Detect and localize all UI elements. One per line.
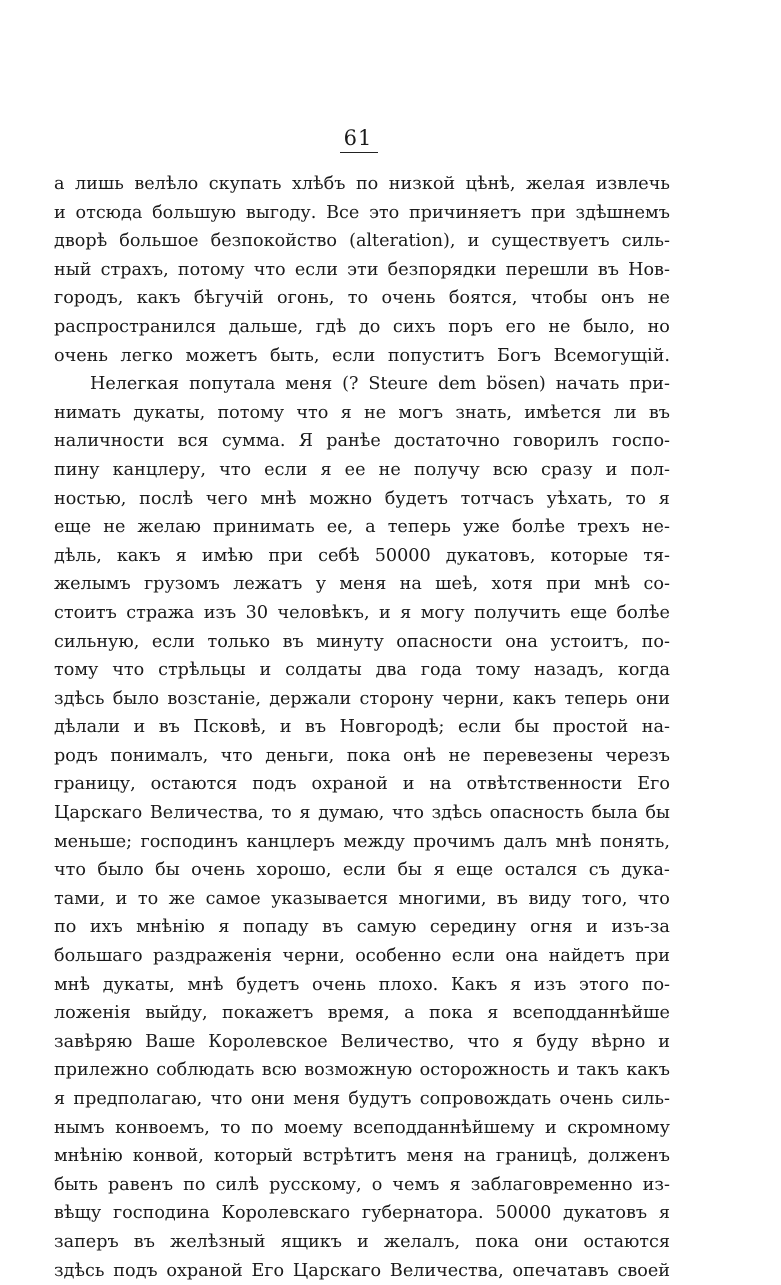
text-line: нымъ конвоемъ, то по моему всеподданнѣйшему и скромному	[54, 1117, 670, 1138]
text-line: что было бы очень хорошо, если бы я еще остался съ дука-	[54, 860, 670, 881]
text-line: прилежно соблюдать всю возможную осторожность и такъ какъ	[54, 1060, 670, 1081]
text-line: очень легко можетъ быть, если попуститъ Богъ Всемогущій.	[54, 345, 670, 366]
text-line: вѣщу господина Королевскаго губернатора. 50000 дукатовъ я	[54, 1203, 670, 1224]
text-line: дворѣ большое безпокойство (alteration), и существуетъ силь-	[54, 231, 670, 252]
text-line: меньше; господинъ канцлеръ между прочимъ далъ мнѣ понять,	[54, 831, 670, 852]
text-line: мнѣ дукаты, мнѣ будетъ очень плохо. Какъ я изъ этого по-	[54, 974, 670, 995]
body-text	[54, 170, 670, 1285]
text-line: ностью, послѣ чего мнѣ можно будетъ тотчасъ уѣхать, то я	[54, 488, 670, 509]
text-line: ложенія выйду, покажетъ время, а пока я всеподданнѣйше	[54, 1003, 670, 1024]
page-number: 61	[343, 126, 373, 150]
text-line: пину канцлеру, что если я ее не получу всю сразу и пол-	[54, 459, 670, 480]
text-line: стоитъ стража изъ 30 человѣкъ, и я могу получить еще болѣе	[54, 602, 670, 623]
text-line: а лишь велѣло скупать хлѣбъ по низкой цѣнѣ, желая извлечь	[54, 174, 670, 194]
text-line: тами, и то же самое указывается многими, въ виду того, что	[54, 888, 670, 909]
text-line: по ихъ мнѣнію я попаду въ самую середину огня и изъ-за	[54, 917, 670, 938]
text-line: Нелегкая попутала меня (? Steure dem bösen) начать при-	[90, 374, 670, 395]
page-number-rule	[340, 152, 378, 153]
text-line: заперъ въ желѣзный ящикъ и желалъ, пока они остаются	[54, 1231, 670, 1252]
text-line: желымъ грузомъ лежатъ у меня на шеѣ, хотя при мнѣ со-	[54, 574, 670, 595]
text-line: еще не желаю принимать ее, а теперь уже болѣе трехъ не-	[54, 517, 670, 538]
text-line: дѣль, какъ я имѣю при себѣ 50000 дукатовъ, которые тя-	[54, 545, 670, 566]
text-line: родъ понималъ, что деньги, пока онѣ не перевезены черезъ	[54, 745, 670, 766]
text-line: тому что стрѣльцы и солдаты два года тому назадъ, когда	[54, 660, 670, 681]
text-line: наличности вся сумма. Я ранѣе достаточно говорилъ госпо-	[54, 431, 670, 452]
text-line: распространился дальше, гдѣ до сихъ поръ его не было, но	[54, 316, 670, 337]
text-line: здѣсь подъ охраной Его Царскаго Величества, опечатавъ своей	[54, 1260, 670, 1281]
text-line: быть равенъ по силѣ русскому, о чемъ я заблаговременно из-	[54, 1174, 670, 1195]
text-line: городъ, какъ бѣгучій огонь, то очень боятся, чтобы онъ не	[54, 288, 670, 309]
text-line: здѣсь было возстаніе, держали сторону черни, какъ теперь они	[54, 688, 670, 709]
text-line: завѣряю Ваше Королевское Величество, что я буду вѣрно и	[54, 1031, 670, 1052]
text-line: ный страхъ, потому что если эти безпорядки перешли въ Нов-	[54, 259, 670, 280]
text-line: я предполагаю, что они меня будутъ сопровождать очень силь-	[54, 1089, 670, 1109]
text-line: дѣлали и въ Псковѣ, и въ Новгородѣ; если бы простой на-	[54, 717, 670, 738]
text-line: большаго раздраженія черни, особенно если она найдетъ при	[54, 946, 670, 967]
text-line: границу, остаются подъ охраной и на отвѣтственности Его	[54, 774, 670, 795]
text-line: мнѣнію конвой, который встрѣтитъ меня на границѣ, долженъ	[54, 1146, 670, 1167]
text-line: сильную, если только въ минуту опасности она устоитъ, по-	[54, 631, 670, 652]
text-line: Царскаго Величества, то я думаю, что здѣсь опасность была бы	[54, 803, 670, 824]
text-line: нимать дукаты, потому что я не могъ знать, имѣется ли въ	[54, 402, 670, 423]
text-line: и отсюда большую выгоду. Все это причиняетъ при здѣшнемъ	[54, 202, 670, 223]
